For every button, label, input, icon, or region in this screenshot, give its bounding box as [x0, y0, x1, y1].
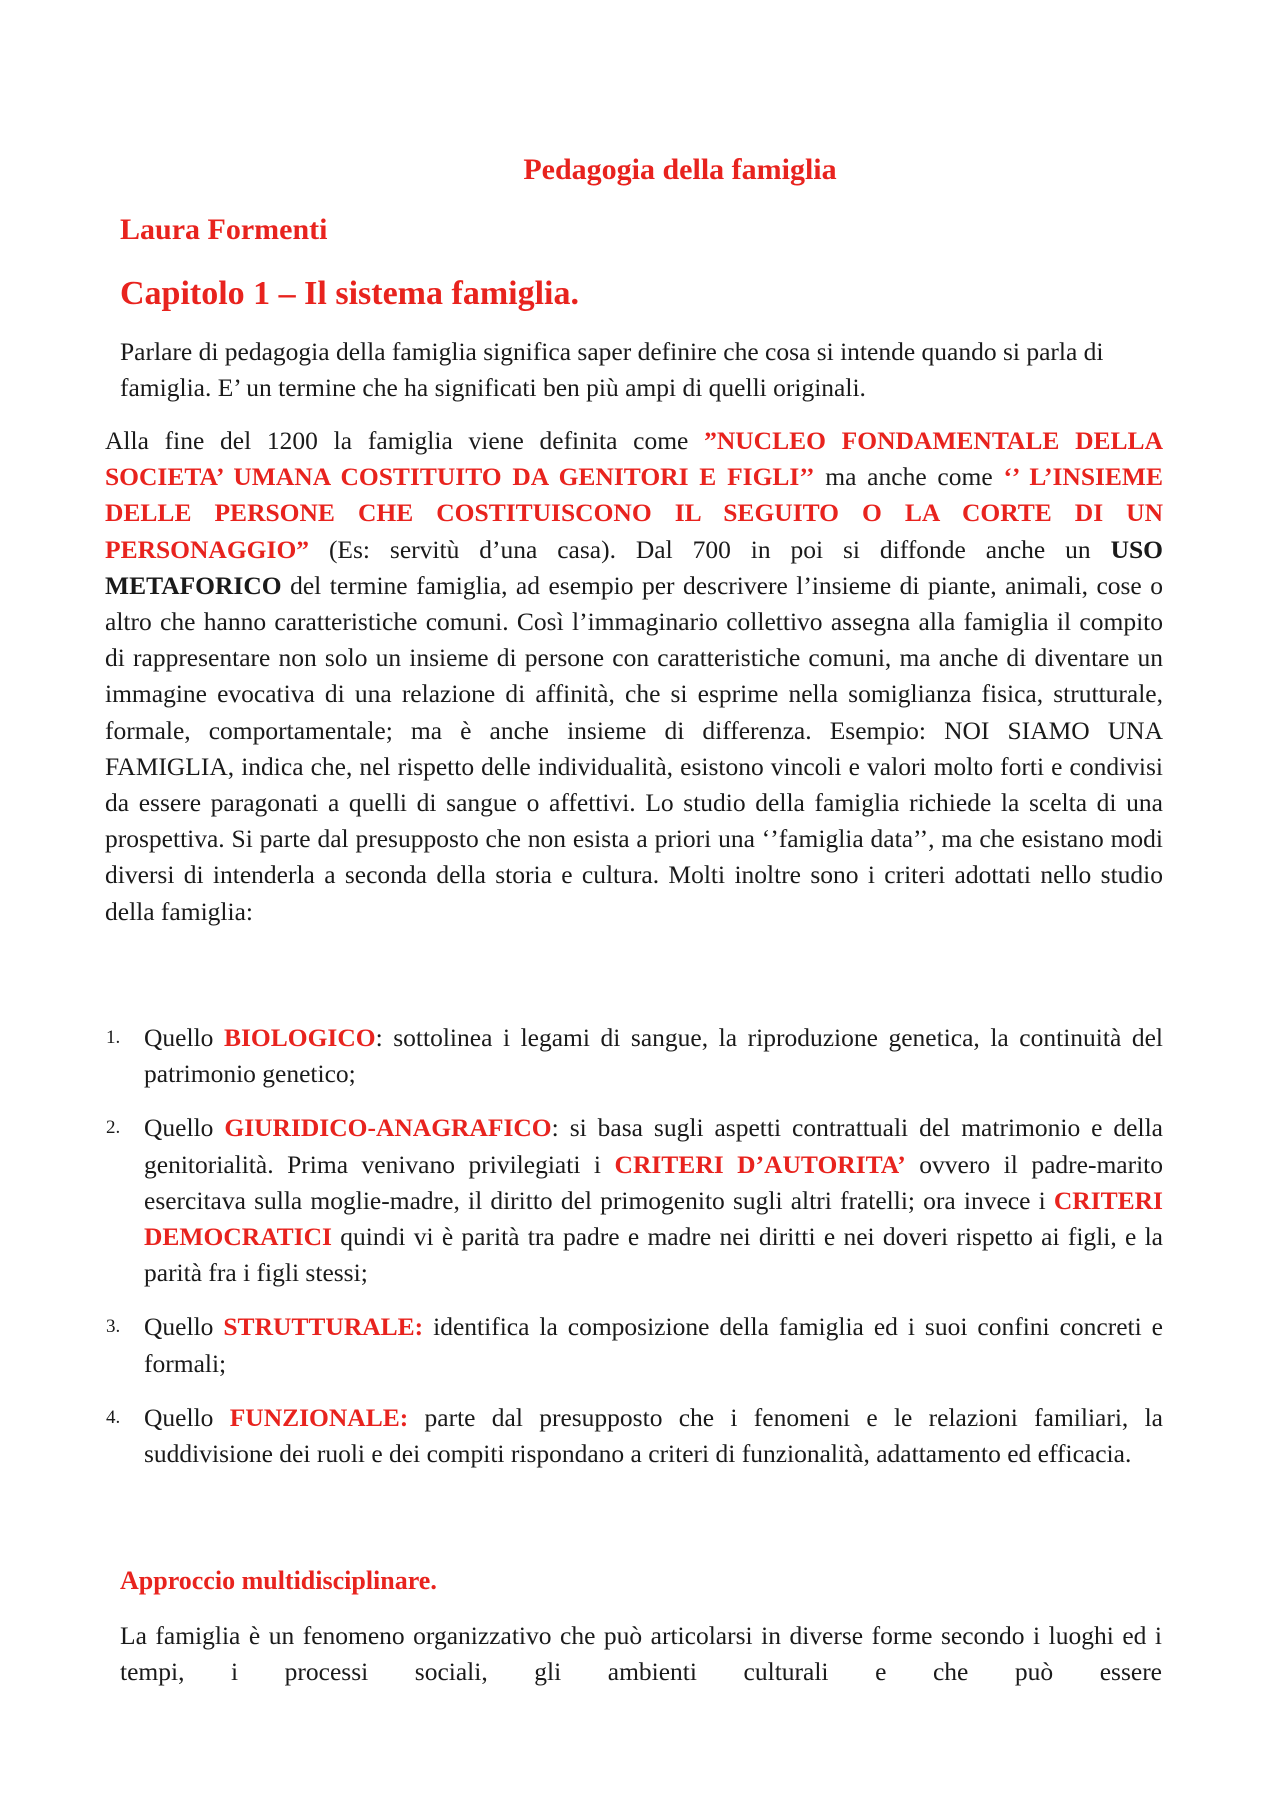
list-text: : si basa sugli aspetti contrattuali del matrimonio e della genitorialità. Prima venivano privilegiati i: [144, 1113, 1163, 1179]
list-text: quindi vi è parità tra padre e madre nei diritti e nei doveri rispetto ai figli, e la parità fra i figli stessi;: [144, 1222, 1163, 1288]
authority-criteria-keyword: CRITERI D’AUTORITA’: [614, 1149, 906, 1179]
democratic-criteria-keyword: CRITERI DEMOCRATICI: [144, 1185, 1163, 1252]
criterion-keyword: BIOLOGICO: [223, 1023, 376, 1052]
list-item: [90, 1020, 1163, 1092]
main-text-4: del termine famiglia, ad esempio per descrivere l’insieme di piante, animali, cose o altro che hanno caratteristiche comuni. Così l’immaginario collettivo assegna alla famiglia il compito di rappresentare non solo un insieme di persone con caratteristiche comuni, ma anche di diventare un immagine evocativa di una relazione di affinità, che si esprime nella somiglianza fisica, strutturale, formale, comportamentale; ma è anche insieme di differenza. Esempio: NOI SIAMO UNA FAMIGLIA, indica che, nel rispetto delle individualità, esistono vincoli e valori molto forti e condivisi da essere paragonati a quelli di sangue o affettivi. Lo studio della famiglia richiede la scelta di una prospettiva. Si parte dal presupposto che non esista a priori una ‘’famiglia data’’, ma che esistano modi diversi di intenderla a seconda della storia e cultura. Molti inoltre sono i criteri adottati nello studio della famiglia:: [105, 570, 1163, 926]
list-text: Quello: [144, 1023, 224, 1052]
document-title: Pedagogia della famiglia: [523, 153, 837, 186]
author-name: Laura Formenti: [120, 213, 328, 246]
list-item: [90, 1309, 1163, 1381]
list-number: 4.: [106, 1406, 121, 1428]
main-text-1: Alla fine del 1200 la famiglia viene definita come: [105, 426, 705, 455]
list-item: [90, 1400, 1163, 1472]
list-text: parte dal presupposto che i fenomeni e le relazioni familiari, la suddivisione dei ruoli e dei compiti rispondano a criteri di funzionalità, adattamento ed efficacia.: [144, 1402, 1164, 1469]
list-number: 1.: [106, 1027, 121, 1048]
criteria-list: [90, 1020, 1163, 1472]
intro-paragraph: Parlare di pedagogia della famiglia significa saper definire che cosa si intende quando si parla di famiglia. E’ un termine che ha significati ben più ampi di quelli originali.: [120, 337, 1104, 403]
list-number: 3.: [106, 1316, 121, 1338]
list-text: identifica la composizione della famiglia ed i suoi confini concreti e formali;: [144, 1312, 1163, 1378]
metaphoric-use-bold: USO METAFORICO: [105, 534, 1163, 600]
closing-paragraph: La famiglia è un fenomeno organizzativo che può articolarsi in diverse forme secondo i luoghi ed i tempi, i processi sociali, gli ambienti culturali e che può essere: [120, 1621, 1162, 1687]
criterion-keyword: STRUTTURALE:: [223, 1312, 424, 1342]
definition-highlight-2: ‘’ L’INSIEME DELLE PERSONE CHE COSTITUISCONO IL SEGUITO O LA CORTE DI UN PERSONAGGIO”: [105, 462, 1164, 564]
list-text: Quello: [144, 1312, 224, 1342]
chapter-heading: Capitolo 1 – Il sistema famiglia.: [120, 275, 579, 312]
main-paragraph: [105, 423, 1163, 930]
list-text: ovvero il padre-marito esercitava sulla moglie-madre, il diritto del primogenito sugli altri fratelli; ora invece i: [144, 1149, 1164, 1215]
main-text-2: ma anche come: [814, 462, 1004, 492]
list-text: Quello: [144, 1402, 230, 1432]
list-item: [90, 1110, 1163, 1291]
main-text-3: (Es: servitù d’una casa). Dal 700 in poi si diffonde anche un: [309, 534, 1111, 564]
list-text: Quello: [144, 1113, 225, 1143]
list-text: : sottolinea i legami di sangue, la riproduzione genetica, la continuità del patrimonio genetico;: [144, 1023, 1163, 1089]
section-subheading: Approccio multidisciplinare.: [120, 1566, 437, 1595]
criterion-keyword: GIURIDICO-ANAGRAFICO: [224, 1113, 552, 1143]
criterion-keyword: FUNZIONALE:: [229, 1402, 409, 1432]
list-number: 2.: [106, 1117, 121, 1139]
definition-highlight-1: ”NUCLEO FONDAMENTALE DELLA SOCIETA’ UMANA COSTITUITO DA GENITORI E FIGLI’’: [105, 426, 1163, 492]
